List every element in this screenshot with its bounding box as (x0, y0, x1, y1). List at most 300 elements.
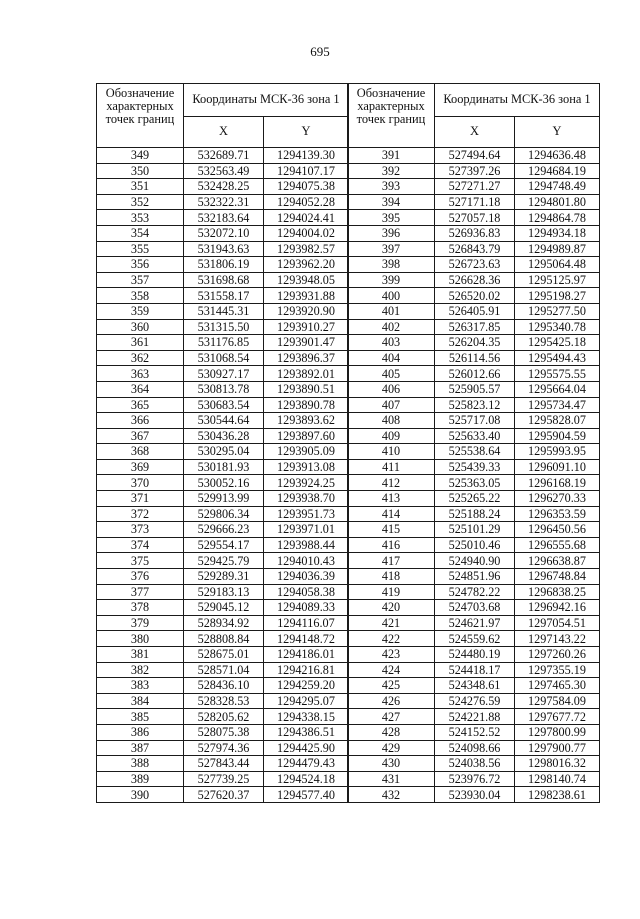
x-coordinate-cell: 524851.96 (435, 569, 515, 585)
y-coordinate-cell: 1294058.38 (264, 584, 349, 600)
table-row (348, 537, 600, 553)
table-row (97, 724, 349, 740)
point-number-cell: 388 (97, 756, 184, 772)
table-row (97, 756, 349, 772)
table-row (97, 350, 349, 366)
y-coordinate-cell: 1293938.70 (264, 491, 349, 507)
table-row (348, 241, 600, 257)
point-number-cell: 407 (348, 397, 435, 413)
y-coordinate-cell: 1296555.68 (515, 537, 600, 553)
point-number-cell: 376 (97, 569, 184, 585)
table-row (348, 350, 600, 366)
point-number-cell: 405 (348, 366, 435, 382)
y-coordinate-cell: 1294139.30 (264, 148, 349, 164)
table-row (348, 381, 600, 397)
y-coordinate-cell: 1293962.20 (264, 257, 349, 273)
table-row (348, 148, 600, 164)
point-number-cell: 374 (97, 537, 184, 553)
coordinates-table (96, 83, 349, 803)
point-designation-header: Обозначение характерных точек границ (348, 84, 435, 148)
x-coordinate-cell: 525010.46 (435, 537, 515, 553)
y-coordinate-cell: 1294386.51 (264, 724, 349, 740)
x-coordinate-cell: 526317.85 (435, 319, 515, 335)
point-number-cell: 354 (97, 225, 184, 241)
table-row (348, 631, 600, 647)
y-coordinate-cell: 1295828.07 (515, 413, 600, 429)
x-column-header: X (435, 117, 515, 148)
y-coordinate-cell: 1298140.74 (515, 771, 600, 787)
x-coordinate-cell: 524782.22 (435, 584, 515, 600)
y-coordinate-cell: 1297465.30 (515, 678, 600, 694)
table-row (348, 194, 600, 210)
y-coordinate-cell: 1293910.27 (264, 319, 349, 335)
table-row (97, 444, 349, 460)
point-number-cell: 389 (97, 771, 184, 787)
point-number-cell: 394 (348, 194, 435, 210)
table-row (97, 491, 349, 507)
x-coordinate-cell: 527843.44 (184, 756, 264, 772)
point-number-cell: 409 (348, 428, 435, 444)
x-coordinate-cell: 529425.79 (184, 553, 264, 569)
y-coordinate-cell: 1293931.88 (264, 288, 349, 304)
x-coordinate-cell: 532563.49 (184, 163, 264, 179)
x-coordinate-cell: 527397.26 (435, 163, 515, 179)
y-coordinate-cell: 1294259.20 (264, 678, 349, 694)
x-coordinate-cell: 524418.17 (435, 662, 515, 678)
x-coordinate-cell: 532183.64 (184, 210, 264, 226)
y-column-header: Y (264, 117, 349, 148)
x-coordinate-cell: 531698.68 (184, 272, 264, 288)
point-number-cell: 381 (97, 647, 184, 663)
y-coordinate-cell: 1294801.80 (515, 194, 600, 210)
point-number-cell: 401 (348, 303, 435, 319)
point-number-cell: 429 (348, 740, 435, 756)
x-coordinate-cell: 532072.10 (184, 225, 264, 241)
x-coordinate-cell: 524348.61 (435, 678, 515, 694)
x-coordinate-cell: 523976.72 (435, 771, 515, 787)
x-coordinate-cell: 529554.17 (184, 537, 264, 553)
point-number-cell: 349 (97, 148, 184, 164)
x-coordinate-cell: 527057.18 (435, 210, 515, 226)
point-number-cell: 377 (97, 584, 184, 600)
y-coordinate-cell: 1293924.25 (264, 475, 349, 491)
y-coordinate-cell: 1295198.27 (515, 288, 600, 304)
x-coordinate-cell: 524276.59 (435, 693, 515, 709)
x-coordinate-cell: 530052.16 (184, 475, 264, 491)
x-coordinate-cell: 527171.18 (435, 194, 515, 210)
table-row (97, 787, 349, 803)
table-row (348, 272, 600, 288)
y-coordinate-cell: 1294748.49 (515, 179, 600, 195)
point-number-cell: 416 (348, 537, 435, 553)
y-coordinate-cell: 1294148.72 (264, 631, 349, 647)
y-coordinate-cell: 1296638.87 (515, 553, 600, 569)
table-row (97, 459, 349, 475)
point-number-cell: 372 (97, 506, 184, 522)
y-coordinate-cell: 1298238.61 (515, 787, 600, 803)
x-coordinate-cell: 526114.56 (435, 350, 515, 366)
table-row (348, 506, 600, 522)
x-coordinate-cell: 525265.22 (435, 491, 515, 507)
point-number-cell: 363 (97, 366, 184, 382)
table-row (348, 771, 600, 787)
point-number-cell: 362 (97, 350, 184, 366)
point-number-cell: 398 (348, 257, 435, 273)
x-coordinate-cell: 529183.13 (184, 584, 264, 600)
point-number-cell: 408 (348, 413, 435, 429)
y-column-header: Y (515, 117, 600, 148)
table-row (348, 569, 600, 585)
x-coordinate-cell: 525633.40 (435, 428, 515, 444)
x-coordinate-cell: 531445.31 (184, 303, 264, 319)
y-coordinate-cell: 1296450.56 (515, 522, 600, 538)
x-column-header: X (184, 117, 264, 148)
y-coordinate-cell: 1296270.33 (515, 491, 600, 507)
x-coordinate-cell: 527974.36 (184, 740, 264, 756)
table-row (348, 662, 600, 678)
table-row (348, 678, 600, 694)
table-row (348, 303, 600, 319)
table-row (348, 740, 600, 756)
y-coordinate-cell: 1294075.38 (264, 179, 349, 195)
point-number-cell: 421 (348, 615, 435, 631)
x-coordinate-cell: 529289.31 (184, 569, 264, 585)
table-row (97, 678, 349, 694)
coordinate-system-header: Координаты МСК-36 зона 1 (435, 84, 600, 117)
y-coordinate-cell: 1293890.78 (264, 397, 349, 413)
x-coordinate-cell: 524152.52 (435, 724, 515, 740)
y-coordinate-cell: 1298016.32 (515, 756, 600, 772)
x-coordinate-cell: 530683.54 (184, 397, 264, 413)
point-number-cell: 403 (348, 335, 435, 351)
table-row (348, 179, 600, 195)
table-row (348, 444, 600, 460)
x-coordinate-cell: 526628.36 (435, 272, 515, 288)
y-coordinate-cell: 1294524.18 (264, 771, 349, 787)
x-coordinate-cell: 530544.64 (184, 413, 264, 429)
y-coordinate-cell: 1295340.78 (515, 319, 600, 335)
table-row (348, 397, 600, 413)
point-number-cell: 384 (97, 693, 184, 709)
x-coordinate-cell: 532428.25 (184, 179, 264, 195)
x-coordinate-cell: 528436.10 (184, 678, 264, 694)
x-coordinate-cell: 528571.04 (184, 662, 264, 678)
point-number-cell: 380 (97, 631, 184, 647)
y-coordinate-cell: 1294338.15 (264, 709, 349, 725)
y-coordinate-cell: 1297054.51 (515, 615, 600, 631)
y-coordinate-cell: 1294036.39 (264, 569, 349, 585)
x-coordinate-cell: 528328.53 (184, 693, 264, 709)
point-number-cell: 419 (348, 584, 435, 600)
x-coordinate-cell: 530181.93 (184, 459, 264, 475)
y-coordinate-cell: 1297584.09 (515, 693, 600, 709)
table-row (348, 647, 600, 663)
table-row (348, 225, 600, 241)
point-number-cell: 391 (348, 148, 435, 164)
table-row (348, 413, 600, 429)
x-coordinate-cell: 532322.31 (184, 194, 264, 210)
point-designation-header: Обозначение характерных точек границ (97, 84, 184, 148)
x-coordinate-cell: 531558.17 (184, 288, 264, 304)
point-number-cell: 385 (97, 709, 184, 725)
y-coordinate-cell: 1293913.08 (264, 459, 349, 475)
y-coordinate-cell: 1297677.72 (515, 709, 600, 725)
y-coordinate-cell: 1295125.97 (515, 272, 600, 288)
point-number-cell: 410 (348, 444, 435, 460)
x-coordinate-cell: 527271.27 (435, 179, 515, 195)
point-number-cell: 360 (97, 319, 184, 335)
point-number-cell: 406 (348, 381, 435, 397)
point-number-cell: 402 (348, 319, 435, 335)
x-coordinate-cell: 525188.24 (435, 506, 515, 522)
y-coordinate-cell: 1294577.40 (264, 787, 349, 803)
x-coordinate-cell: 529913.99 (184, 491, 264, 507)
y-coordinate-cell: 1297355.19 (515, 662, 600, 678)
x-coordinate-cell: 525905.57 (435, 381, 515, 397)
table-row (348, 600, 600, 616)
point-number-cell: 396 (348, 225, 435, 241)
x-coordinate-cell: 529666.23 (184, 522, 264, 538)
table-row (97, 553, 349, 569)
table-row (97, 381, 349, 397)
x-coordinate-cell: 524621.97 (435, 615, 515, 631)
point-number-cell: 395 (348, 210, 435, 226)
point-number-cell: 423 (348, 647, 435, 663)
x-coordinate-cell: 530295.04 (184, 444, 264, 460)
point-number-cell: 359 (97, 303, 184, 319)
x-coordinate-cell: 526843.79 (435, 241, 515, 257)
y-coordinate-cell: 1295664.04 (515, 381, 600, 397)
x-coordinate-cell: 525538.64 (435, 444, 515, 460)
x-coordinate-cell: 530813.78 (184, 381, 264, 397)
y-coordinate-cell: 1294107.17 (264, 163, 349, 179)
point-number-cell: 367 (97, 428, 184, 444)
table-row (97, 506, 349, 522)
table-row (97, 475, 349, 491)
y-coordinate-cell: 1294989.87 (515, 241, 600, 257)
point-number-cell: 422 (348, 631, 435, 647)
x-coordinate-cell: 524940.90 (435, 553, 515, 569)
y-coordinate-cell: 1294004.02 (264, 225, 349, 241)
table-row (97, 615, 349, 631)
x-coordinate-cell: 526520.02 (435, 288, 515, 304)
y-coordinate-cell: 1293971.01 (264, 522, 349, 538)
y-coordinate-cell: 1294010.43 (264, 553, 349, 569)
y-coordinate-cell: 1294636.48 (515, 148, 600, 164)
point-number-cell: 356 (97, 257, 184, 273)
table-row (97, 272, 349, 288)
x-coordinate-cell: 526012.66 (435, 366, 515, 382)
point-number-cell: 355 (97, 241, 184, 257)
table-row (348, 693, 600, 709)
y-coordinate-cell: 1293905.09 (264, 444, 349, 460)
point-number-cell: 378 (97, 600, 184, 616)
coordinates-table (347, 83, 600, 803)
point-number-cell: 358 (97, 288, 184, 304)
x-coordinate-cell: 524480.19 (435, 647, 515, 663)
table-row (97, 413, 349, 429)
y-coordinate-cell: 1295064.48 (515, 257, 600, 273)
y-coordinate-cell: 1293920.90 (264, 303, 349, 319)
table-row (97, 693, 349, 709)
table-row (348, 522, 600, 538)
y-coordinate-cell: 1294295.07 (264, 693, 349, 709)
x-coordinate-cell: 523930.04 (435, 787, 515, 803)
table-row (97, 366, 349, 382)
x-coordinate-cell: 531176.85 (184, 335, 264, 351)
point-number-cell: 413 (348, 491, 435, 507)
y-coordinate-cell: 1293951.73 (264, 506, 349, 522)
y-coordinate-cell: 1297143.22 (515, 631, 600, 647)
point-number-cell: 351 (97, 179, 184, 195)
table-row (97, 537, 349, 553)
table-body (348, 148, 600, 803)
point-number-cell: 393 (348, 179, 435, 195)
x-coordinate-cell: 531068.54 (184, 350, 264, 366)
point-number-cell: 427 (348, 709, 435, 725)
x-coordinate-cell: 531806.19 (184, 257, 264, 273)
x-coordinate-cell: 530927.17 (184, 366, 264, 382)
y-coordinate-cell: 1296168.19 (515, 475, 600, 491)
y-coordinate-cell: 1295734.47 (515, 397, 600, 413)
point-number-cell: 352 (97, 194, 184, 210)
point-number-cell: 400 (348, 288, 435, 304)
x-coordinate-cell: 524221.88 (435, 709, 515, 725)
x-coordinate-cell: 528808.84 (184, 631, 264, 647)
point-number-cell: 387 (97, 740, 184, 756)
table-row (97, 600, 349, 616)
point-number-cell: 383 (97, 678, 184, 694)
table-row (348, 709, 600, 725)
table-row (97, 522, 349, 538)
y-coordinate-cell: 1294186.01 (264, 647, 349, 663)
point-number-cell: 371 (97, 491, 184, 507)
y-coordinate-cell: 1293901.47 (264, 335, 349, 351)
y-coordinate-cell: 1293893.62 (264, 413, 349, 429)
point-number-cell: 375 (97, 553, 184, 569)
x-coordinate-cell: 529045.12 (184, 600, 264, 616)
x-coordinate-cell: 531943.63 (184, 241, 264, 257)
table-row (97, 709, 349, 725)
table-row (97, 662, 349, 678)
y-coordinate-cell: 1293988.44 (264, 537, 349, 553)
point-number-cell: 404 (348, 350, 435, 366)
x-coordinate-cell: 525363.05 (435, 475, 515, 491)
table-row (97, 569, 349, 585)
y-coordinate-cell: 1295277.50 (515, 303, 600, 319)
y-coordinate-cell: 1294479.43 (264, 756, 349, 772)
point-number-cell: 357 (97, 272, 184, 288)
y-coordinate-cell: 1294024.41 (264, 210, 349, 226)
y-coordinate-cell: 1297900.77 (515, 740, 600, 756)
table-body (97, 148, 349, 803)
table-row (97, 163, 349, 179)
table-row (348, 787, 600, 803)
y-coordinate-cell: 1296353.59 (515, 506, 600, 522)
x-coordinate-cell: 528205.62 (184, 709, 264, 725)
point-number-cell: 382 (97, 662, 184, 678)
table-row (348, 615, 600, 631)
table-row (97, 225, 349, 241)
y-coordinate-cell: 1296091.10 (515, 459, 600, 475)
table-row (97, 335, 349, 351)
x-coordinate-cell: 527739.25 (184, 771, 264, 787)
point-number-cell: 428 (348, 724, 435, 740)
point-number-cell: 399 (348, 272, 435, 288)
y-coordinate-cell: 1294116.07 (264, 615, 349, 631)
table-row (97, 257, 349, 273)
point-number-cell: 411 (348, 459, 435, 475)
table-row (97, 319, 349, 335)
y-coordinate-cell: 1297260.26 (515, 647, 600, 663)
y-coordinate-cell: 1293982.57 (264, 241, 349, 257)
x-coordinate-cell: 527494.64 (435, 148, 515, 164)
point-number-cell: 417 (348, 553, 435, 569)
y-coordinate-cell: 1295904.59 (515, 428, 600, 444)
point-number-cell: 412 (348, 475, 435, 491)
y-coordinate-cell: 1293890.51 (264, 381, 349, 397)
y-coordinate-cell: 1296748.84 (515, 569, 600, 585)
x-coordinate-cell: 528075.38 (184, 724, 264, 740)
y-coordinate-cell: 1294089.33 (264, 600, 349, 616)
x-coordinate-cell: 526936.83 (435, 225, 515, 241)
y-coordinate-cell: 1295575.55 (515, 366, 600, 382)
point-number-cell: 426 (348, 693, 435, 709)
point-number-cell: 420 (348, 600, 435, 616)
table-row (97, 428, 349, 444)
coordinates-table-right (347, 83, 600, 803)
table-row (348, 366, 600, 382)
table-row (348, 724, 600, 740)
table-row (97, 194, 349, 210)
y-coordinate-cell: 1295494.43 (515, 350, 600, 366)
x-coordinate-cell: 531315.50 (184, 319, 264, 335)
point-number-cell: 415 (348, 522, 435, 538)
page-number: 695 (310, 44, 330, 59)
x-coordinate-cell: 525823.12 (435, 397, 515, 413)
y-coordinate-cell: 1296838.25 (515, 584, 600, 600)
y-coordinate-cell: 1297800.99 (515, 724, 600, 740)
x-coordinate-cell: 525439.33 (435, 459, 515, 475)
point-number-cell: 369 (97, 459, 184, 475)
table-row (97, 771, 349, 787)
y-coordinate-cell: 1296942.16 (515, 600, 600, 616)
point-number-cell: 366 (97, 413, 184, 429)
point-number-cell: 424 (348, 662, 435, 678)
point-number-cell: 368 (97, 444, 184, 460)
point-number-cell: 386 (97, 724, 184, 740)
table-row (348, 428, 600, 444)
point-number-cell: 431 (348, 771, 435, 787)
table-row (97, 241, 349, 257)
point-number-cell: 361 (97, 335, 184, 351)
x-coordinate-cell: 524098.66 (435, 740, 515, 756)
x-coordinate-cell: 527620.37 (184, 787, 264, 803)
x-coordinate-cell: 526723.63 (435, 257, 515, 273)
y-coordinate-cell: 1295993.95 (515, 444, 600, 460)
x-coordinate-cell: 528675.01 (184, 647, 264, 663)
x-coordinate-cell: 530436.28 (184, 428, 264, 444)
y-coordinate-cell: 1294216.81 (264, 662, 349, 678)
table-row (348, 288, 600, 304)
x-coordinate-cell: 524038.56 (435, 756, 515, 772)
table-row (97, 303, 349, 319)
x-coordinate-cell: 529806.34 (184, 506, 264, 522)
x-coordinate-cell: 528934.92 (184, 615, 264, 631)
table-row (97, 179, 349, 195)
table-row (97, 584, 349, 600)
y-coordinate-cell: 1294684.19 (515, 163, 600, 179)
